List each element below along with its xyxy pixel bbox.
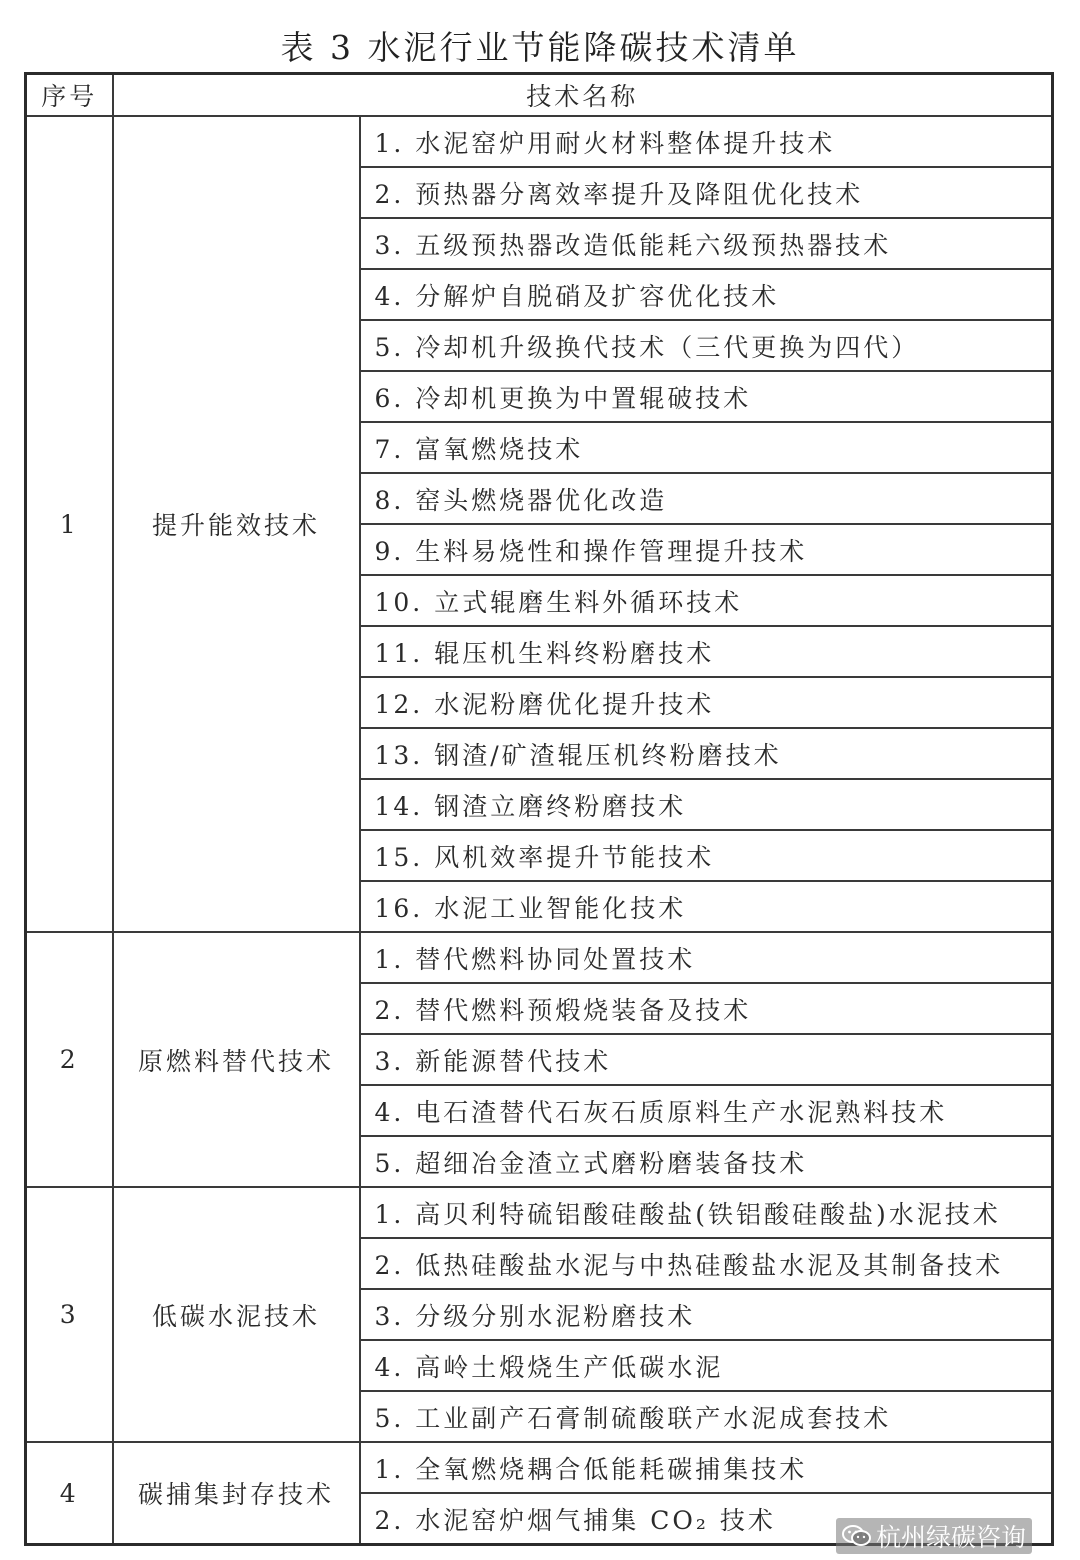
table-row: [26, 116, 1053, 167]
table-row: [26, 1187, 1053, 1238]
table-row: [26, 1442, 1053, 1493]
technology-item: 4. 分解炉自脱硝及扩容优化技术: [360, 269, 1053, 320]
technology-item: 3. 五级预热器改造低能耗六级预热器技术: [360, 218, 1053, 269]
header-technology-name: 技术名称: [113, 74, 1053, 117]
technology-item: 1. 全氧燃烧耦合低能耗碳捕集技术: [360, 1442, 1053, 1493]
technology-item: 6. 冷却机更换为中置辊破技术: [360, 371, 1053, 422]
group-category: 提升能效技术: [113, 116, 360, 932]
table-row: [26, 932, 1053, 983]
technology-item: 1. 替代燃料协同处置技术: [360, 932, 1053, 983]
technology-item: 7. 富氧燃烧技术: [360, 422, 1053, 473]
technology-item: 16. 水泥工业智能化技术: [360, 881, 1053, 932]
technology-item: 11. 辊压机生料终粉磨技术: [360, 626, 1053, 677]
table-title: 表 3 水泥行业节能降碳技术清单: [280, 28, 800, 67]
technology-item: 3. 新能源替代技术: [360, 1034, 1053, 1085]
technology-item: 14. 钢渣立磨终粉磨技术: [360, 779, 1053, 830]
group-category: 碳捕集封存技术: [113, 1442, 360, 1545]
technology-item: 1. 水泥窑炉用耐火材料整体提升技术: [360, 116, 1053, 167]
table-header-row: [26, 74, 1053, 117]
watermark-text: 杭州绿碳咨询: [876, 1523, 1027, 1552]
technology-item: 10. 立式辊磨生料外循环技术: [360, 575, 1053, 626]
technology-item: 12. 水泥粉磨优化提升技术: [360, 677, 1053, 728]
technology-item: 5. 冷却机升级换代技术（三代更换为四代）: [360, 320, 1053, 371]
watermark: [836, 1518, 1032, 1554]
technology-item: 5. 工业副产石膏制硫酸联产水泥成套技术: [360, 1391, 1053, 1442]
technology-item: 2. 水泥窑炉烟气捕集 CO₂ 技术: [360, 1493, 1053, 1545]
technology-item: 13. 钢渣/矿渣辊压机终粉磨技术: [360, 728, 1053, 779]
group-category: 低碳水泥技术: [113, 1187, 360, 1442]
group-number: 1: [26, 116, 113, 932]
technology-table: [24, 72, 1054, 1546]
technology-item: 1. 高贝利特硫铝酸硅酸盐(铁铝酸硅酸盐)水泥技术: [360, 1187, 1053, 1238]
technology-item: 4. 高岭土煅烧生产低碳水泥: [360, 1340, 1053, 1391]
technology-item: 8. 窑头燃烧器优化改造: [360, 473, 1053, 524]
technology-item: 4. 电石渣替代石灰石质原料生产水泥熟料技术: [360, 1085, 1053, 1136]
wechat-icon: [842, 1524, 872, 1548]
technology-item: 5. 超细冶金渣立式磨粉磨装备技术: [360, 1136, 1053, 1187]
group-number: 4: [26, 1442, 113, 1545]
group-category: 原燃料替代技术: [113, 932, 360, 1187]
technology-item: 9. 生料易烧性和操作管理提升技术: [360, 524, 1053, 575]
technology-item: 15. 风机效率提升节能技术: [360, 830, 1053, 881]
group-number: 3: [26, 1187, 113, 1442]
header-serial-number: 序号: [26, 74, 113, 117]
technology-item: 3. 分级分别水泥粉磨技术: [360, 1289, 1053, 1340]
technology-item: 2. 替代燃料预煅烧装备及技术: [360, 983, 1053, 1034]
technology-item: 2. 预热器分离效率提升及降阻优化技术: [360, 167, 1053, 218]
technology-item: 2. 低热硅酸盐水泥与中热硅酸盐水泥及其制备技术: [360, 1238, 1053, 1289]
group-number: 2: [26, 932, 113, 1187]
